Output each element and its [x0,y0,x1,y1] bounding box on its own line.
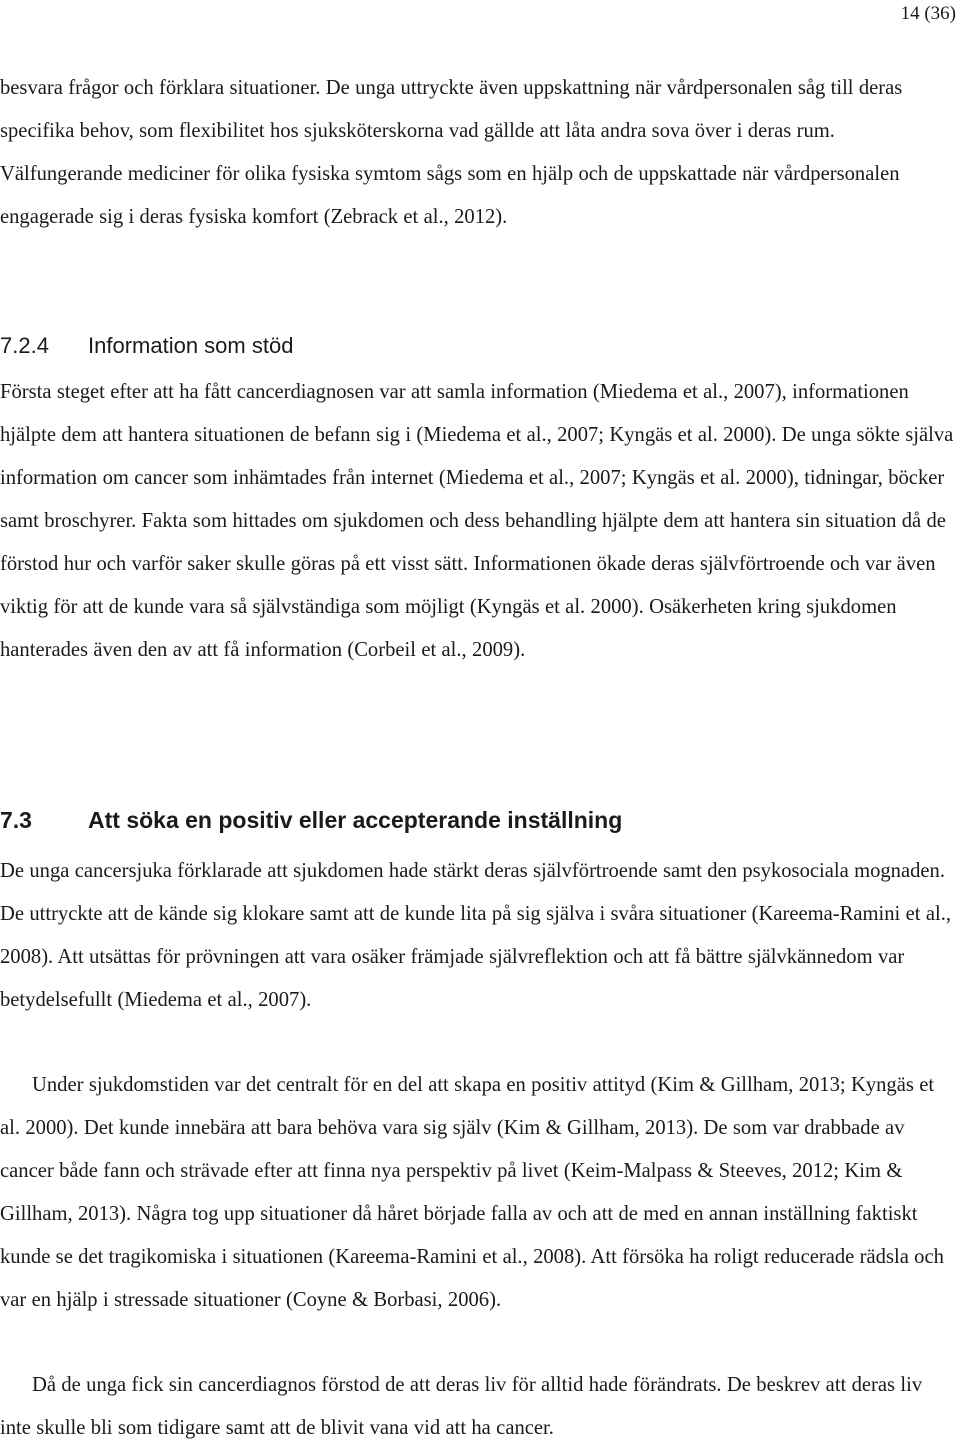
page-number: 14 (36) [900,3,956,24]
section-title: Information som stöd [88,333,294,358]
section-heading-information-support [0,331,293,361]
section-heading-positive-attitude [0,805,622,835]
section-title: Att söka en positiv eller accepterande inställning [88,807,623,833]
paragraph-self-confidence: De unga cancersjuka förklarade att sjukdomen hade stärkt deras självförtroende samt den psykosociala mognaden. De uttryckte att de kände sig klokare samt att de kunde lita på sig själva i svåra situationer (Kareema-Ramini et al., 2008). Att utsättas för prövningen att vara osäker främjade självreflektion och att få bättre självkännedom var betydelsefullt (Miedema et al., 2007). [0,860,951,1011]
section-number: 7.3 [0,807,32,833]
paragraph-patient-appreciation: besvara frågor och förklara situationer. De unga uttryckte även uppskattning när vårdpersonalen såg till deras specifika behov, som flexibilitet hos sjuksköterskorna vad gällde att låta andra sova över i deras rum. Välfungerande mediciner för olika fysiska symtom sågs som en hjälp och de uppskattade när vårdpersonalen engagerade sig i deras fysiska komfort (Zebrack et al., 2012). [0,77,903,228]
paragraph-positive-attitude: Under sjukdomstiden var det centralt för en del att skapa en positiv attityd (Kim & Gillham, 2013; Kyngäs et al. 2000). Det kunde innebära att bara behöva vara sig själv (Kim & Gillham, 2013). De som var drabbade av cancer både fann och strävade efter att finna nya perspektiv på livet (Keim-Malpass & Steeves, 2012; Kim & Gillham, 2013). Några tog upp situationer då håret började falla av och att de med en annan inställning faktiskt kunde se det tragikomiska i situationen (Kareema-Ramini et al., 2008). Att försöka ha roligt reducerade rädsla och var en hjälp i stressade situationer (Coyne & Borbasi, 2006). [0,1074,944,1311]
paragraph-diagnosis-change: Då de unga fick sin cancerdiagnos förstod de att deras liv för alltid hade förändrats. De beskrev att deras liv inte skulle bli som tidigare samt att de blivit vana vid att ha cancer. [0,1374,923,1439]
paragraph-information: Första steget efter att ha fått cancerdiagnosen var att samla information (Miedema et al., 2007), informationen hjälpte dem att hantera situationen de befann sig i (Miedema et al., 2007; Kyngäs et al. 2000). De unga sökte själva information om cancer som inhämtades från internet (Miedema et al., 2007; Kyngäs et al. 2000), tidningar, böcker samt broschyrer. Fakta som hittades om sjukdomen och dess behandling hjälpte dem att hantera sin situation då de förstod hur och varför saker skulle göras på ett visst sätt. Informationen ökade deras självförtroende och var även viktig för att de kunde vara så självständiga som möjligt (Kyngäs et al. 2000). Osäkerheten kring sjukdomen hanterades även den av att få information (Corbeil et al., 2009). [0,381,954,661]
section-number: 7.2.4 [0,333,49,358]
